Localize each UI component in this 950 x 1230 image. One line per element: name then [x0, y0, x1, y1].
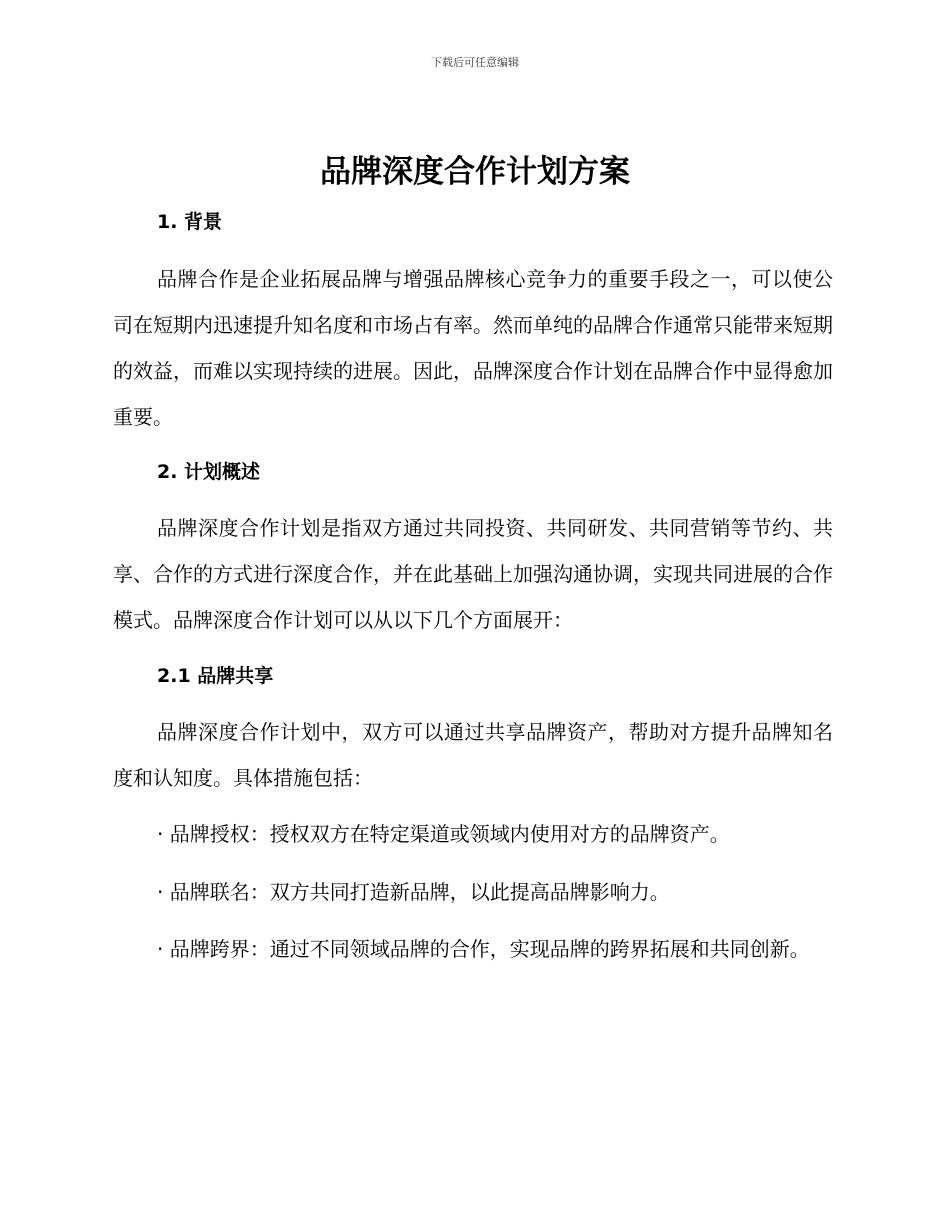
bullet-brand-crossover: · 品牌跨界：通过不同领域品牌的合作，实现品牌的跨界拓展和共同创新。 [157, 937, 810, 961]
page-header-note: 下载后可任意编辑 [431, 56, 519, 69]
bullet-brand-licensing: · 品牌授权：授权双方在特定渠道或领域内使用对方的品牌资产。 [157, 822, 730, 846]
brand-sharing-paragraph: 品牌深度合作计划中，双方可以通过共享品牌资产，帮助对方提升品牌知名度和认知度。具体措施包括： [113, 720, 833, 790]
section-heading-brand-sharing: 2.1 品牌共享 [157, 665, 274, 687]
background-paragraph: 品牌合作是企业拓展品牌与增强品牌核心竞争力的重要手段之一，可以使公司在短期内迅速提升知名度和市场占有率。然而单纯的品牌合作通常只能带来短期的效益，而难以实现持续的进展。因此，品牌深度合作计划在品牌合作中显得愈加重要。 [113, 267, 833, 429]
overview-paragraph: 品牌深度合作计划是指双方通过共同投资、共同研发、共同营销等节约、共享、合作的方式进行深度合作，并在此基础上加强沟通协调，实现共同进展的合作模式。品牌深度合作计划可以从以下几个方面展开： [113, 516, 833, 632]
section-heading-overview: 2. 计划概述 [157, 461, 261, 483]
bullet-brand-co-branding: · 品牌联名：双方共同打造新品牌，以此提高品牌影响力。 [157, 880, 670, 904]
section-heading-background: 1. 背景 [157, 211, 223, 233]
document-title: 品牌深度合作计划方案 [320, 154, 630, 190]
